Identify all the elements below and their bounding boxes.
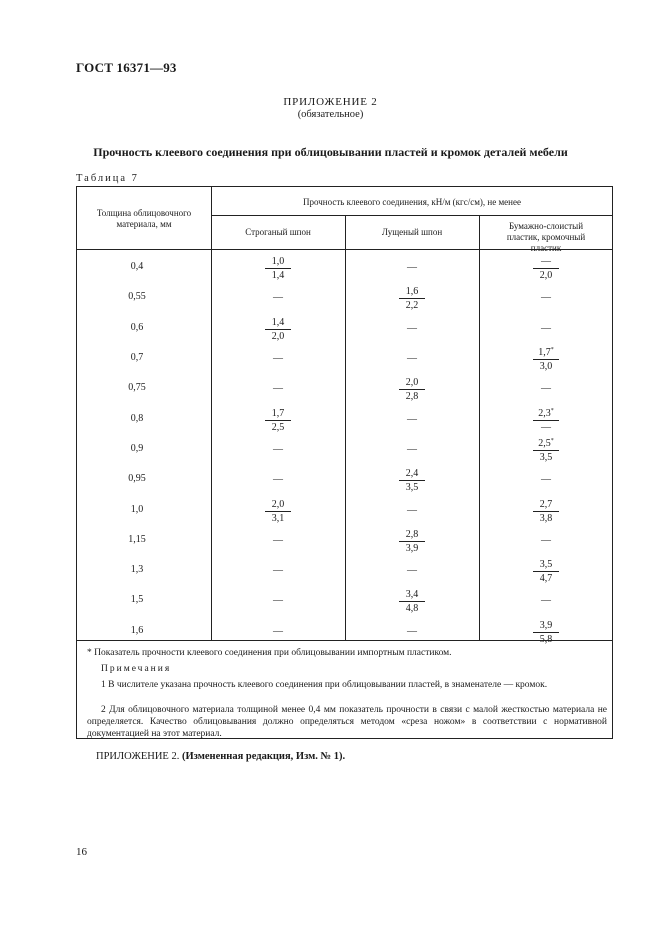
appendix-status: (обязательное)	[297, 109, 364, 120]
fraction-numerator: 1,7	[265, 408, 291, 421]
paper-value	[533, 438, 559, 463]
thickness-value: 1,15	[128, 533, 146, 545]
header-peeled: Лущеный шпон	[381, 227, 443, 237]
thickness-value: 0,6	[130, 321, 144, 333]
planed-empty: —	[273, 595, 283, 607]
paper-empty: —	[541, 322, 551, 334]
note-2: 2 Для облицовочного материала толщиной менее 0,4 мм показатель прочности в связи с малой жесткостью материала не определяется. Качество облицовывания должно определяться методом «среза ножом» в соответствии с нормативной документацией на этот материал.	[87, 705, 607, 739]
header-thickness: Толщина облицовочного материала, мм	[96, 208, 192, 229]
fraction-numerator: 1,4	[265, 317, 291, 330]
document-code: ГОСТ 16371—93	[76, 60, 177, 75]
peeled-value	[399, 468, 425, 493]
planed-value	[265, 499, 291, 524]
fraction-numerator: 2,4	[399, 468, 425, 481]
peeled-value	[399, 589, 425, 614]
planed-empty: —	[273, 443, 283, 455]
paper-empty: —	[541, 383, 551, 395]
fraction-denominator: 3,5	[539, 451, 553, 463]
fraction-denominator: 4,8	[405, 603, 419, 615]
paper-value	[533, 347, 559, 372]
fraction-numerator: —	[533, 256, 559, 269]
fraction-numerator: 1,6	[399, 286, 425, 299]
fraction-numerator: 2,7	[533, 499, 559, 512]
fraction-denominator: —	[541, 421, 551, 433]
strength-table	[76, 186, 613, 739]
fraction-denominator: 2,8	[405, 391, 419, 403]
col-divider	[345, 215, 346, 640]
page-number: 16	[76, 846, 87, 858]
fraction-denominator: 5,8	[539, 633, 553, 645]
thickness-value: 0,8	[130, 412, 144, 424]
fraction-numerator: 2,8	[399, 529, 425, 542]
paper-value	[533, 408, 559, 433]
header-paper: Бумажно-слоистый пластик, кромочный пластик	[506, 221, 586, 253]
thickness-value: 1,0	[130, 503, 144, 515]
peeled-empty: —	[407, 565, 417, 577]
peeled-value	[399, 377, 425, 402]
peeled-empty: —	[407, 322, 417, 334]
body-bottom-line	[77, 640, 612, 641]
table-label: Таблица 7	[76, 173, 139, 184]
paper-empty: —	[541, 292, 551, 304]
col-divider	[479, 215, 480, 640]
header-divider	[211, 215, 612, 216]
fraction-numerator: 3,4	[399, 589, 425, 602]
fraction-denominator: 2,0	[271, 330, 285, 342]
thickness-value: 0,95	[128, 473, 146, 485]
planed-value	[265, 256, 291, 281]
planed-empty: —	[273, 292, 283, 304]
paper-value	[533, 499, 559, 524]
notes-heading: Примечания	[101, 664, 172, 674]
fraction-numerator: 2,5*	[533, 438, 559, 451]
planed-empty: —	[273, 625, 283, 637]
planed-empty: —	[273, 565, 283, 577]
fraction-denominator: 3,1	[271, 512, 285, 524]
thickness-value: 0,55	[128, 291, 146, 303]
paper-empty: —	[541, 534, 551, 546]
footnote-mark: *	[550, 407, 554, 414]
thickness-value: 0,75	[128, 382, 146, 394]
peeled-empty: —	[407, 262, 417, 274]
fraction-denominator: 3,0	[539, 361, 553, 373]
footer-reference	[96, 751, 345, 762]
appendix-title: ПРИЛОЖЕНИЕ 2	[283, 96, 378, 108]
thickness-value: 1,6	[130, 624, 144, 636]
fraction-denominator: 4,7	[539, 573, 553, 585]
fraction-denominator: 3,9	[405, 542, 419, 554]
planed-empty: —	[273, 474, 283, 486]
paper-value	[533, 620, 559, 645]
fraction-denominator: 3,8	[539, 512, 553, 524]
col-divider	[211, 187, 212, 640]
fraction-denominator: 1,4	[271, 270, 285, 282]
paper-value	[533, 256, 559, 281]
planed-empty: —	[273, 534, 283, 546]
thickness-value: 0,9	[130, 442, 144, 454]
fraction-denominator: 2,5	[271, 421, 285, 433]
fraction-denominator: 2,2	[405, 300, 419, 312]
header-planed: Строганый шпон	[245, 227, 311, 237]
planed-value	[265, 317, 291, 342]
header-group: Прочность клеевого соединения, кН/м (кгс/см), не менее	[303, 197, 521, 207]
fraction-denominator: 2,0	[539, 270, 553, 282]
thickness-value: 0,4	[130, 261, 144, 273]
peeled-empty: —	[407, 443, 417, 455]
peeled-empty: —	[407, 625, 417, 637]
fraction-numerator: 1,7*	[533, 347, 559, 360]
footer-edit-note: (Измененная редакция, Изм. № 1).	[181, 751, 346, 762]
footnote: * Показатель прочности клеевого соединения при облицовывании импортным пластиком.	[87, 648, 452, 658]
peeled-value	[399, 529, 425, 554]
footer-appendix: ПРИЛОЖЕНИЕ 2.	[96, 751, 180, 762]
fraction-numerator: 3,9	[533, 620, 559, 633]
peeled-empty: —	[407, 353, 417, 365]
paper-empty: —	[541, 474, 551, 486]
fraction-numerator: 2,0	[265, 499, 291, 512]
peeled-empty: —	[407, 413, 417, 425]
fraction-numerator: 3,5	[533, 559, 559, 572]
fraction-denominator: 3,5	[405, 482, 419, 494]
planed-empty: —	[273, 383, 283, 395]
peeled-empty: —	[407, 504, 417, 516]
thickness-value: 1,3	[130, 564, 144, 576]
thickness-value: 1,5	[130, 594, 144, 606]
paper-empty: —	[541, 595, 551, 607]
thickness-value: 0,7	[130, 352, 144, 364]
planed-value	[265, 408, 291, 433]
fraction-numerator: 1,0	[265, 256, 291, 269]
fraction-numerator: 2,0	[399, 377, 425, 390]
peeled-value	[399, 286, 425, 311]
note-1: 1 В числителе указана прочность клеевого соединения при облицовывании пластей, в знаменателе — кромок.	[101, 680, 548, 690]
footnote-mark: *	[550, 347, 554, 354]
planed-empty: —	[273, 353, 283, 365]
fraction-numerator: 2,3*	[533, 408, 559, 421]
paper-value	[533, 559, 559, 584]
footnote-mark: *	[550, 437, 554, 444]
document-title: Прочность клеевого соединения при облицовывании пластей и кромок деталей мебели	[93, 145, 568, 159]
